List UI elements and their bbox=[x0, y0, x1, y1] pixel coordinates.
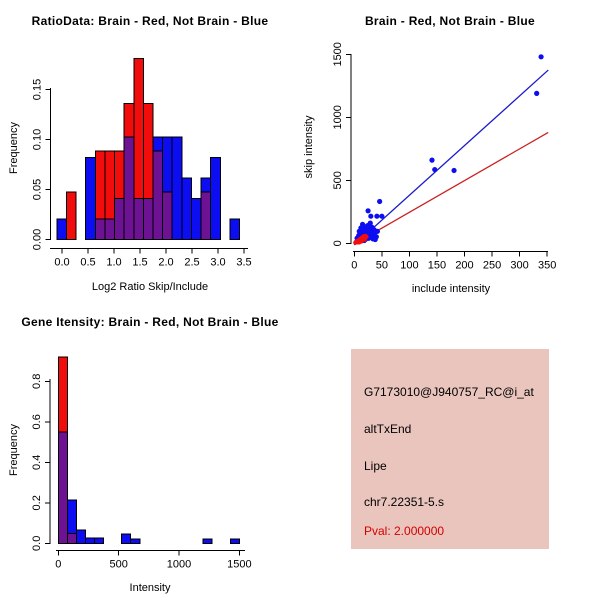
y-tick-label: 0.05 bbox=[31, 178, 44, 201]
blue-fit-line bbox=[354, 70, 548, 245]
y-tick-label: 500 bbox=[332, 171, 344, 190]
y-tick-label: 0.00 bbox=[31, 228, 44, 251]
event-type-text: altTxEnd bbox=[364, 422, 412, 436]
scatter-point-blue bbox=[377, 199, 382, 204]
histogram-overlap-bar bbox=[105, 219, 115, 240]
x-axis-label: Log2 Ratio Skip/Include bbox=[91, 281, 209, 293]
histogram-overlap-bar bbox=[163, 192, 173, 240]
y-tick-label: 0.2 bbox=[31, 495, 43, 511]
pval-text: Pval: 2.000000 bbox=[364, 524, 445, 538]
scatter-point-blue bbox=[365, 208, 370, 213]
scatter-point-blue bbox=[373, 237, 378, 242]
histogram-bar bbox=[230, 539, 239, 543]
x-tick-label: 50 bbox=[375, 259, 388, 272]
x-tick-label: 200 bbox=[455, 259, 474, 272]
histogram-bar bbox=[76, 530, 85, 543]
x-tick-label: 0.5 bbox=[80, 256, 96, 269]
x-tick-label: 0 bbox=[55, 558, 62, 571]
y-tick-label: 0.15 bbox=[31, 78, 44, 101]
histogram-overlap-bar bbox=[143, 199, 153, 240]
scatter-point-blue bbox=[374, 214, 379, 219]
scatter-point-red bbox=[354, 240, 358, 244]
gene-name-text: Lipe bbox=[364, 459, 387, 473]
histogram-overlap-bar bbox=[201, 192, 211, 240]
chart-title: Gene Itensity: Brain - Red, Not Brain - Blue bbox=[21, 315, 279, 329]
x-tick-label: 150 bbox=[427, 259, 447, 272]
scatter-point-blue bbox=[538, 54, 543, 59]
scatter-point-blue bbox=[432, 167, 437, 172]
x-tick-label: 1000 bbox=[166, 558, 192, 571]
y-axis-label: Frequency bbox=[8, 122, 20, 174]
histogram-bar bbox=[95, 538, 104, 543]
y-tick-label: 0.10 bbox=[31, 128, 44, 151]
probe-id-text: G7173010@J940757_RC@i_at bbox=[364, 385, 534, 399]
histogram-overlap-bar bbox=[124, 137, 134, 240]
gene-intensity-histogram-chart bbox=[0, 300, 300, 600]
histogram-overlap-bar bbox=[153, 151, 163, 240]
x-tick-label: 3.5 bbox=[236, 256, 252, 269]
y-axis-label: skip intensity bbox=[303, 115, 315, 179]
scatter-point-blue bbox=[368, 214, 373, 219]
histogram-overlap-bar bbox=[58, 432, 67, 543]
histogram-bar bbox=[66, 192, 76, 240]
histogram-bar bbox=[172, 137, 182, 240]
scatter-point-blue bbox=[379, 214, 384, 219]
histogram-overlap-bar bbox=[67, 534, 76, 544]
histogram-bar bbox=[57, 219, 67, 240]
x-axis-label: include intensity bbox=[411, 283, 491, 295]
histogram-bar bbox=[122, 534, 131, 543]
x-tick-label: 500 bbox=[109, 558, 128, 571]
info-box bbox=[351, 349, 549, 549]
histogram-bar bbox=[131, 539, 140, 543]
y-tick-label: 1000 bbox=[332, 105, 344, 130]
y-tick-label: 0.6 bbox=[31, 414, 43, 430]
histogram-bar bbox=[86, 158, 96, 240]
y-tick-label: 0.4 bbox=[31, 454, 43, 470]
histogram-bar bbox=[191, 199, 201, 240]
histogram-overlap-bar bbox=[134, 199, 144, 240]
histogram-bar bbox=[85, 538, 94, 543]
x-tick-label: 250 bbox=[482, 259, 502, 272]
histogram-overlap-bar bbox=[115, 199, 125, 240]
y-tick-label: 0.0 bbox=[31, 535, 43, 551]
x-tick-label: 1500 bbox=[227, 558, 252, 571]
x-tick-label: 1.5 bbox=[132, 256, 148, 269]
histogram-overlap-bar bbox=[95, 219, 105, 240]
x-axis-label: Intensity bbox=[129, 582, 171, 594]
histogram-bar bbox=[203, 539, 212, 543]
red-fit-line bbox=[354, 132, 548, 244]
x-tick-label: 0.0 bbox=[54, 256, 70, 269]
scatter-point-blue bbox=[534, 91, 539, 96]
histogram-bar bbox=[230, 219, 240, 240]
chart-title: Brain - Red, Not Brain - Blue bbox=[364, 14, 536, 28]
x-tick-label: 350 bbox=[537, 259, 557, 272]
scatter-point-blue bbox=[375, 229, 380, 234]
x-tick-label: 2.5 bbox=[184, 256, 200, 269]
histogram-bar bbox=[182, 178, 192, 240]
scatter-point-blue bbox=[451, 168, 456, 173]
intensity-scatter-chart bbox=[300, 0, 600, 300]
x-tick-label: 1.0 bbox=[106, 256, 122, 269]
x-tick-label: 3.0 bbox=[210, 256, 226, 269]
y-axis-label: Frequency bbox=[8, 424, 20, 476]
ratio-histogram-chart bbox=[0, 0, 300, 300]
scatter-point-blue bbox=[429, 158, 434, 163]
x-tick-label: 2.0 bbox=[158, 256, 174, 269]
y-tick-label: 1500 bbox=[332, 42, 344, 67]
genomic-location-text: chr7.22351-5.s bbox=[364, 495, 445, 509]
chart-title: RatioData: Brain - Red, Not Brain - Blue bbox=[31, 14, 269, 28]
x-tick-label: 0 bbox=[351, 259, 358, 272]
y-tick-label: 0 bbox=[332, 240, 344, 247]
x-tick-label: 100 bbox=[400, 259, 419, 272]
histogram-bar bbox=[211, 158, 221, 240]
y-tick-label: 0.8 bbox=[31, 373, 43, 389]
scatter-point-red bbox=[363, 237, 367, 241]
x-tick-label: 300 bbox=[510, 259, 529, 272]
